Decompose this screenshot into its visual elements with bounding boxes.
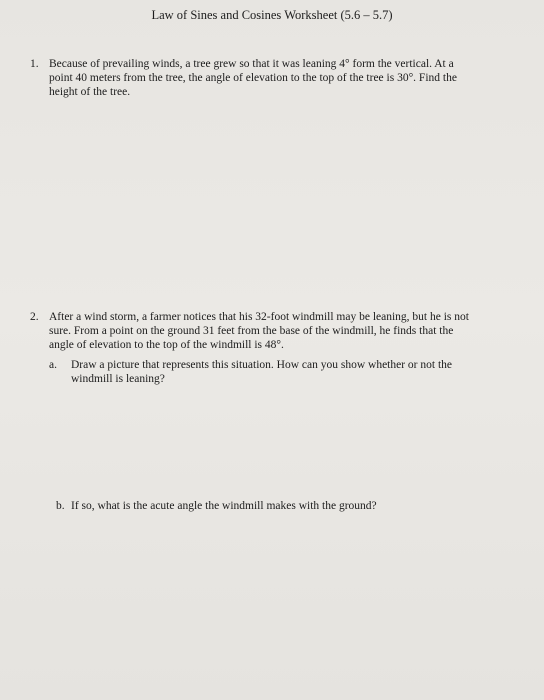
question-1-text: Because of prevailing winds, a tree grew so that it was leaning 4° form the vertical. At a point 40 meters from the tree, the angle of elevation to the top of the tree is 30°. Find the height of the tree. [49, 58, 457, 98]
part-b-letter: b. [56, 500, 65, 512]
question-2-text: After a wind storm, a farmer notices that his 32-foot windmill may be leaning, but he is not sure. From a point on the ground 31 feet from the base of the windmill, he finds that the angle of elevation to the top of the windmill is 48°. [49, 311, 469, 351]
question-2-number: 2. [30, 311, 39, 323]
question-1-number: 1. [30, 58, 39, 70]
part-a-text: Draw a picture that represents this situation. How can you show whether or not the windmill is leaning? [71, 359, 452, 385]
part-a-letter: a. [49, 359, 57, 371]
part-b-text: If so, what is the acute angle the windmill makes with the ground? [71, 500, 377, 512]
worksheet-title: Law of Sines and Cosines Worksheet (5.6 – 5.7) [151, 8, 393, 22]
